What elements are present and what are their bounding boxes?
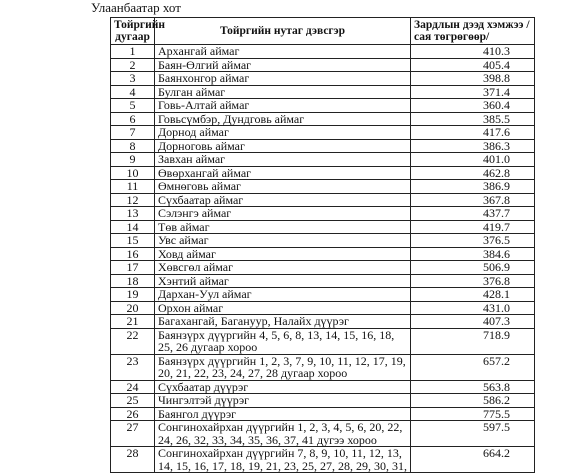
district-area-cell: Орхон аймаг (155, 301, 411, 315)
district-number-cell: 18 (111, 274, 155, 288)
district-area-cell: Баян-Өлгий аймаг (155, 58, 411, 72)
district-area-cell: Хөвсгөл аймаг (155, 261, 411, 275)
budget-value-cell: 563.8 (411, 380, 535, 394)
district-number-cell: 27 (111, 421, 155, 447)
table-row (111, 288, 535, 302)
district-number-cell: 15 (111, 234, 155, 248)
budget-value-cell: 401.0 (411, 153, 535, 167)
budget-value-cell: 385.5 (411, 112, 535, 126)
header-district-number: Тойргийн дугаар (111, 18, 155, 45)
district-number-cell: 7 (111, 126, 155, 140)
table-row (111, 220, 535, 234)
table-row (111, 407, 535, 421)
district-number-cell: 1 (111, 45, 155, 59)
district-number-cell: 23 (111, 354, 155, 380)
district-number-cell: 25 (111, 394, 155, 408)
district-number-cell: 12 (111, 193, 155, 207)
district-number-cell: 3 (111, 72, 155, 86)
budget-value-cell: 371.4 (411, 85, 535, 99)
district-area-cell: Дорнод аймаг (155, 126, 411, 140)
district-area-cell: Чингэлтэй дүүрэг (155, 394, 411, 408)
table-row (111, 153, 535, 167)
table-row (111, 274, 535, 288)
table-row (111, 72, 535, 86)
district-area-cell: Архангай аймаг (155, 45, 411, 59)
table-row (111, 247, 535, 261)
budget-value-cell: 417.6 (411, 126, 535, 140)
budget-table (110, 17, 535, 473)
table-row (111, 193, 535, 207)
district-number-cell: 19 (111, 288, 155, 302)
table-body (111, 45, 535, 473)
district-area-cell: Дархан-Уул аймаг (155, 288, 411, 302)
budget-value-cell: 386.9 (411, 180, 535, 194)
district-area-cell: Сүхбаатар аймаг (155, 193, 411, 207)
table-row (111, 180, 535, 194)
budget-value-cell: 410.3 (411, 45, 535, 59)
table-row (111, 85, 535, 99)
district-area-cell: Баянхонгор аймаг (155, 72, 411, 86)
district-area-cell: Сонгинохайрхан дүүргийн 1, 2, 3, 4, 5, 6, 20, 22, 24, 26, 32, 33, 34, 35, 36, 37, 41 дугээ хороо (155, 421, 411, 447)
district-number-cell: 26 (111, 407, 155, 421)
budget-value-cell: 367.8 (411, 193, 535, 207)
district-area-cell: Говьсүмбэр, Дундговь аймаг (155, 112, 411, 126)
district-area-cell: Өвөрхангай аймаг (155, 166, 411, 180)
district-area-cell: Төв аймаг (155, 220, 411, 234)
district-number-cell: 10 (111, 166, 155, 180)
budget-value-cell: 597.5 (411, 421, 535, 447)
table-row (111, 447, 535, 473)
table-row (111, 126, 535, 140)
district-number-cell: 28 (111, 447, 155, 473)
budget-value-cell: 462.8 (411, 166, 535, 180)
district-number-cell: 21 (111, 315, 155, 329)
table-row (111, 301, 535, 315)
district-area-cell: Булган аймаг (155, 85, 411, 99)
table-row (111, 207, 535, 221)
district-area-cell: Дорноговь аймаг (155, 139, 411, 153)
table-row (111, 421, 535, 447)
budget-value-cell: 431.0 (411, 301, 535, 315)
district-area-cell: Сэлэнгэ аймаг (155, 207, 411, 221)
budget-value-cell: 384.6 (411, 247, 535, 261)
header-district-area: Тойргийн нутаг дэвсгэр (155, 18, 411, 45)
table-row (111, 139, 535, 153)
budget-value-cell: 657.2 (411, 354, 535, 380)
district-area-cell: Ховд аймаг (155, 247, 411, 261)
district-area-cell: Хэнтий аймаг (155, 274, 411, 288)
district-number-cell: 2 (111, 58, 155, 72)
district-number-cell: 16 (111, 247, 155, 261)
table-header-row (111, 18, 535, 45)
district-number-cell: 11 (111, 180, 155, 194)
table-row (111, 99, 535, 113)
table-row (111, 112, 535, 126)
district-area-cell: Сүхбаатар дүүрэг (155, 380, 411, 394)
district-number-cell: 6 (111, 112, 155, 126)
budget-value-cell: 419.7 (411, 220, 535, 234)
budget-value-cell: 405.4 (411, 58, 535, 72)
table-row (111, 328, 535, 354)
budget-value-cell: 775.5 (411, 407, 535, 421)
district-number-cell: 13 (111, 207, 155, 221)
table-row (111, 58, 535, 72)
budget-value-cell: 376.8 (411, 274, 535, 288)
district-area-cell: Өмнөговь аймаг (155, 180, 411, 194)
budget-value-cell: 437.7 (411, 207, 535, 221)
district-number-cell: 4 (111, 85, 155, 99)
district-number-cell: 5 (111, 99, 155, 113)
budget-value-cell: 407.3 (411, 315, 535, 329)
budget-value-cell: 376.5 (411, 234, 535, 248)
table-row (111, 354, 535, 380)
district-area-cell: Багахангай, Багануур, Налайх дүүрэг (155, 315, 411, 329)
table-row (111, 394, 535, 408)
district-area-cell: Завхан аймаг (155, 153, 411, 167)
budget-value-cell: 506.9 (411, 261, 535, 275)
budget-value-cell: 360.4 (411, 99, 535, 113)
budget-value-cell: 586.2 (411, 394, 535, 408)
budget-value-cell: 428.1 (411, 288, 535, 302)
table-row (111, 315, 535, 329)
district-number-cell: 24 (111, 380, 155, 394)
table-row (111, 166, 535, 180)
page-caption: Улаанбаатар хот (91, 0, 181, 15)
table-row (111, 234, 535, 248)
table-row (111, 380, 535, 394)
district-area-cell: Баянгол дүүрэг (155, 407, 411, 421)
budget-value-cell: 718.9 (411, 328, 535, 354)
district-number-cell: 22 (111, 328, 155, 354)
district-number-cell: 17 (111, 261, 155, 275)
table-row (111, 45, 535, 59)
budget-value-cell: 664.2 (411, 447, 535, 473)
district-number-cell: 8 (111, 139, 155, 153)
district-area-cell: Увс аймаг (155, 234, 411, 248)
table-row (111, 261, 535, 275)
header-budget-limit: Зардлын дээд хэмжээ /сая төгрөгөөр/ (411, 18, 535, 45)
district-number-cell: 20 (111, 301, 155, 315)
district-area-cell: Баянзүрх дүүргийн 4, 5, 6, 8, 13, 14, 15, 16, 18, 25, 26 дугаар хороо (155, 328, 411, 354)
district-area-cell: Говь-Алтай аймаг (155, 99, 411, 113)
district-area-cell: Баянзүрх дүүргийн 1, 2, 3, 7, 9, 10, 11, 12, 17, 19, 20, 21, 22, 23, 24, 27, 28 дугаар хороо (155, 354, 411, 380)
budget-value-cell: 398.8 (411, 72, 535, 86)
district-number-cell: 14 (111, 220, 155, 234)
budget-value-cell: 386.3 (411, 139, 535, 153)
district-number-cell: 9 (111, 153, 155, 167)
district-area-cell: Сонгинохайрхан дүүргийн 7, 8, 9, 10, 11, 12, 13, 14, 15, 16, 17, 18, 19, 21, 23, 25, 27, 28, 29, 30, 31, (155, 447, 411, 473)
